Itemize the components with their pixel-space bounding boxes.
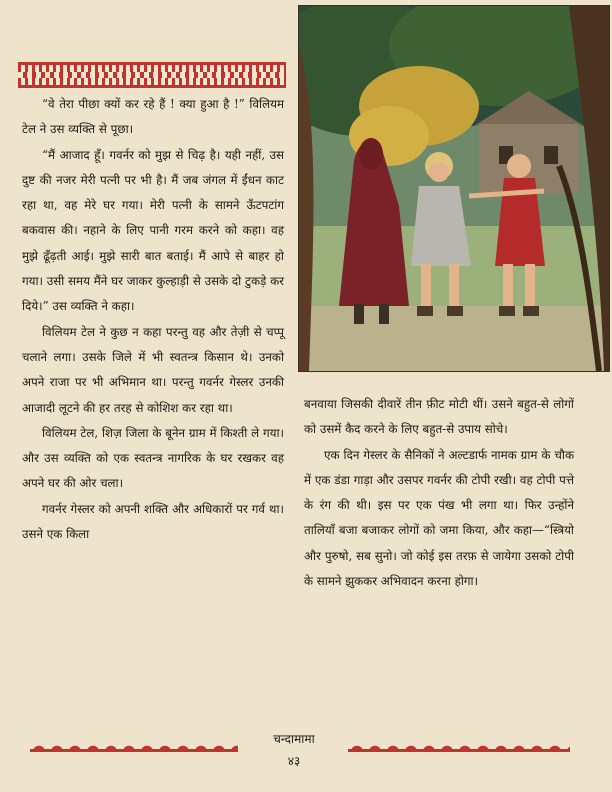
bottom-decorative-border-right [348,730,570,752]
right-text-column [304,392,574,594]
magazine-name: चन्दामामा [273,732,315,746]
paragraph: “वे तेरा पीछा क्यों कर रहे हैं ! क्या हुआ है !” विलियम टेल ने उस व्यक्ति से पूछा। [22,97,284,137]
illustration-scene [299,6,609,371]
story-illustration [298,5,610,372]
page-number: ४३ [287,754,301,768]
paragraph: “मैं आजाद हूँ। गवर्नर को मुझ से चिढ़ है। यही नहीं, उस दुष्ट की नजर मेरी पत्नी पर भी है। मैं जब जंगल में ईंधन काट रहा था, वह मेरे घर गया। मेरी पत्नी के सामने ऊँटपटांग बकवास की। नहाने के लिए पानी गरम करने को कहा। वह मुझे ढूँढ़ती आई। मुझे सारी बात बताई। मैं आपे से बाहर हो गया। उसी समय मैंने घर जाकर कुल्हाड़ी से उसके दो टुकड़े कर दिये।” उस व्यक्ति ने कहा। [22,147,284,314]
left-text-column [22,92,284,547]
paragraph: एक दिन गेस्लर के सैनिकों ने अल्टडार्फ नामक ग्राम के चौक में एक डंडा गाड़ा और उसपर गवर्नर की टोपी रखी। वह टोपी पत्ते के रंग की थी। इस पर एक पंख भी लगा था। फिर उन्होंने तालियाँ बजा बजाकर लोगों को जमा किया, और कहा—“स्त्रियो और पुरुषो, सब सुनो। जो कोई इस तरफ़ से जायेगा उसको टोपी के सामने झुककर अभिवादन करना होगा। [304,447,574,589]
bottom-decorative-border-left [30,730,238,752]
paragraph: बनवाया जिसकी दीवारें तीन फ़ीट मोटी थीं। उसने बहुत-से लोगों को उसमें कैद करने के लिए बहुत-से उपाय सोचे। [304,397,574,437]
paragraph: गवर्नर गेस्लर को अपनी शक्ति और अधिकारों पर गर्व था। उसने एक किला [22,501,284,542]
paragraph: विलियम टेल ने कुछ न कहा परन्तु वह और तेज़ी से चप्पू चलाने लगा। उसके जिले में भी स्वतन्त्र किसान थे। उनको अपने राजा पर भी अभिमान था। परन्तु गवर्नर गेस्लर उनकी आजादी लूटने की हर तरह से कोशिश कर रहा था। [22,324,284,415]
top-decorative-border [18,62,286,88]
paragraph: विलियम टेल, शिज़ जिला के बूनेन ग्राम में किश्ती ले गया। और उस व्यक्ति को एक स्वतन्त्र नागरिक के घर रखकर वह अपने घर की ओर चला। [22,425,284,491]
